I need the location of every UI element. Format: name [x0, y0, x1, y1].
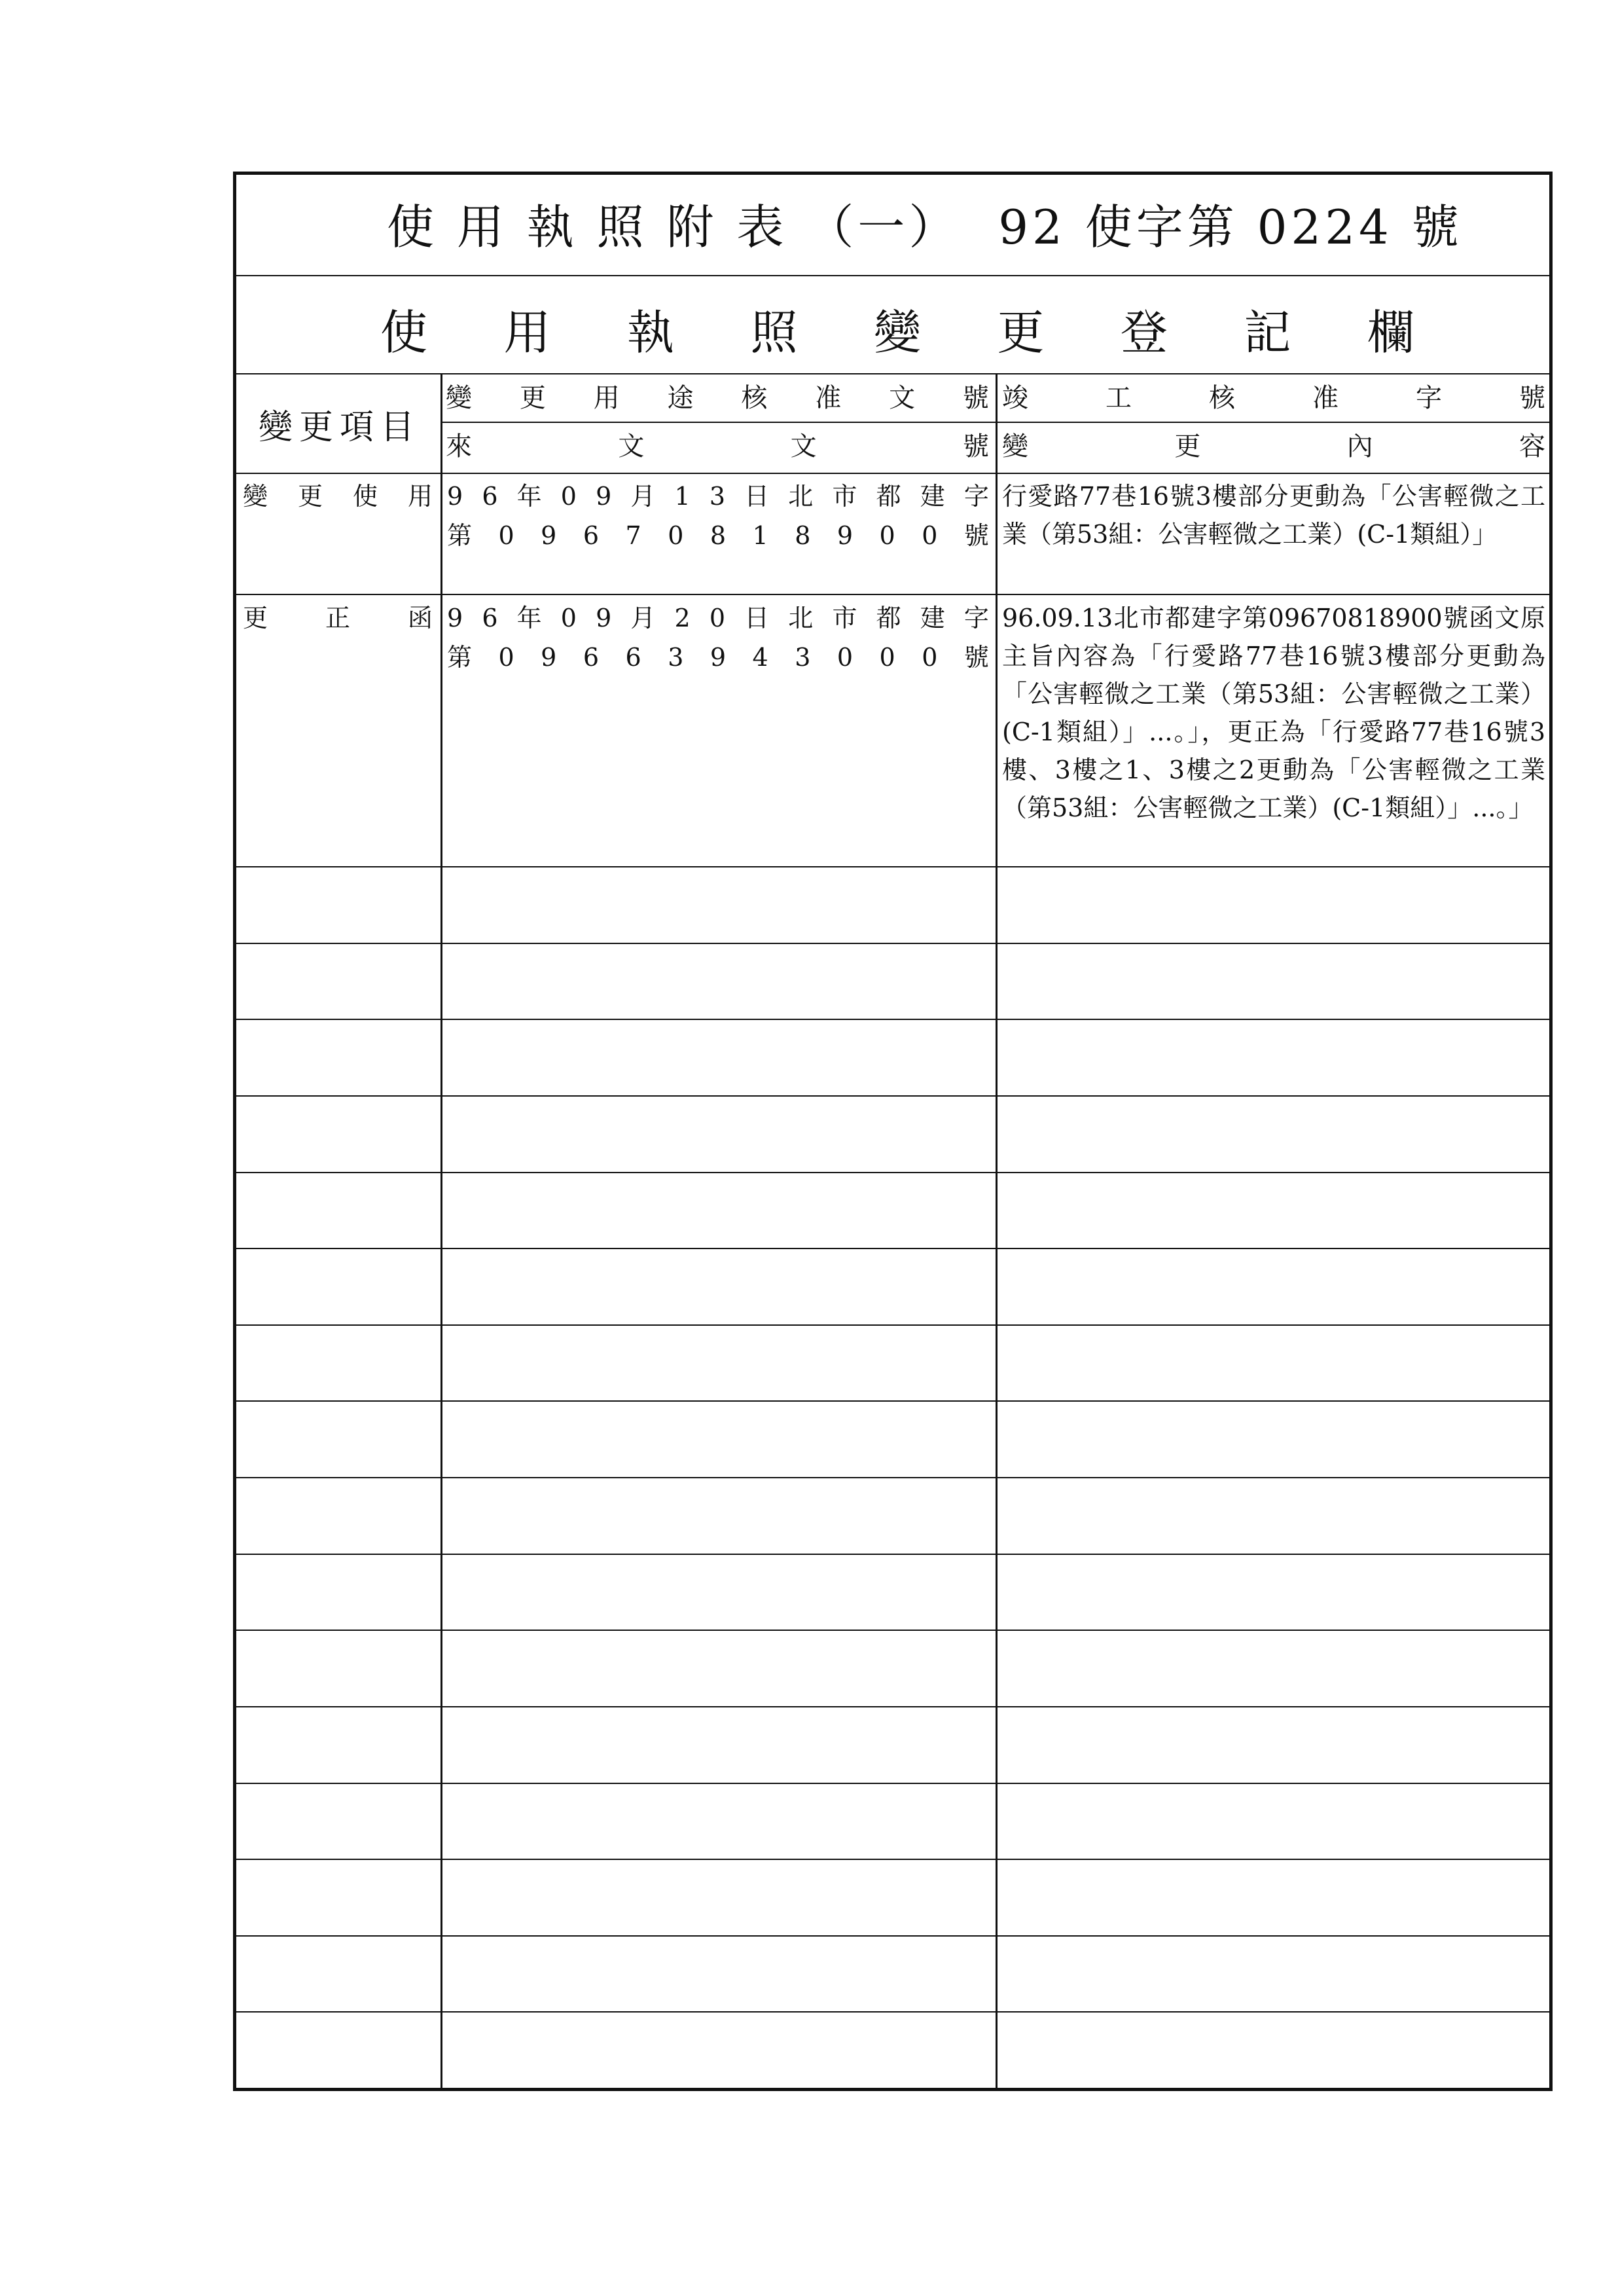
item-char: 使: [352, 482, 378, 511]
doc-char: 日: [744, 482, 770, 511]
empty-row-line: [236, 1630, 1549, 1631]
doc-char: 年: [516, 604, 542, 632]
empty-row-line: [236, 1019, 1549, 1020]
empty-row-line: [236, 1935, 1549, 1937]
header-char: 容: [1519, 431, 1545, 462]
header-char: 准: [815, 383, 842, 413]
doc-char: 市: [832, 604, 857, 632]
row-divider: [236, 866, 1549, 867]
header-approval-doc-no: [446, 379, 989, 417]
header-char: 號: [962, 431, 989, 462]
header-char: 准: [1312, 383, 1339, 413]
doc-char: 9: [596, 482, 612, 511]
doc-char: 6: [583, 643, 600, 672]
empty-row-line: [236, 1783, 1549, 1784]
subtitle-char: 更: [997, 305, 1045, 360]
row-2-doc-line-1: [447, 599, 989, 637]
subtitle-char: 執: [626, 305, 674, 360]
header-char: 更: [1174, 431, 1201, 462]
doc-char: 1: [752, 521, 768, 550]
empty-row-line: [236, 1400, 1549, 1402]
empty-row-line: [236, 1706, 1549, 1707]
empty-row-line: [236, 1248, 1549, 1249]
doc-char: 3: [668, 643, 684, 672]
row-1-doc-line-1: [447, 477, 989, 515]
header-char: 文: [618, 431, 645, 462]
subtitle-char: 欄: [1367, 305, 1414, 360]
doc-char: 9: [447, 482, 463, 511]
header-completion-approval-no: [1002, 379, 1545, 417]
header-char: 文: [790, 431, 817, 462]
doc-char: 7: [625, 521, 641, 550]
doc-char: 6: [482, 604, 498, 632]
row-1-change-item: [243, 477, 433, 515]
row-2-change-content: 96.09.13北市都建字第09670818900號函文原主旨內容為「行愛路77巷16號3樓部分更動為「公害輕微之工業（第53組：公害輕微之工業）(C-1類組）」...。」，更正為「行愛路77巷16號3樓、3樓之1、3樓之2更動為「公害輕微之工業（第53組：公害輕微之工業）(C-1類組）」...。」: [1002, 604, 1545, 822]
doc-char: 9: [541, 521, 557, 550]
doc-char: 市: [832, 482, 857, 511]
header-char: 號: [1519, 383, 1545, 413]
header-change-item: 變更項目: [258, 407, 421, 447]
empty-row-line: [236, 1859, 1549, 1860]
doc-char: 都: [876, 604, 901, 632]
item-char: 正: [325, 604, 350, 632]
header-divider: [440, 422, 1549, 423]
subtitle-char: 照: [750, 305, 798, 360]
empty-row-line: [236, 1554, 1549, 1555]
doc-char: 8: [710, 521, 727, 550]
doc-char: 0: [922, 643, 938, 672]
doc-char: 9: [447, 604, 463, 632]
subtitle-char: 使: [380, 305, 428, 360]
item-char: 更: [243, 604, 268, 632]
doc-char: 9: [541, 643, 557, 672]
doc-char: 3: [709, 482, 726, 511]
header-char: 工: [1106, 383, 1132, 413]
header-char: 號: [962, 383, 989, 413]
form-title-prefix: 使 用 執 照 附 表 （一）: [387, 200, 960, 255]
doc-char: 第: [447, 521, 473, 550]
column-divider: [440, 374, 442, 2088]
row-1-change-content: 行愛路77巷16號3樓部分更動為「公害輕微之工業（第53組：公害輕微之工業）(C-1類組）」: [1002, 482, 1545, 549]
header-bottom-border: [236, 473, 1549, 474]
doc-char: 0: [668, 521, 684, 550]
row-2-change-item: [243, 599, 433, 637]
doc-char: 6: [583, 521, 600, 550]
doc-char: 字: [963, 604, 989, 632]
header-char: 途: [667, 383, 694, 413]
empty-row-line: [236, 1324, 1549, 1326]
header-char: 變: [1002, 431, 1028, 462]
doc-char: 9: [710, 643, 727, 672]
header-char: 核: [1209, 383, 1235, 413]
header-change-content: [1002, 428, 1545, 465]
doc-char: 0: [560, 604, 577, 632]
item-char: 函: [407, 604, 433, 632]
form-title: [387, 189, 1463, 257]
doc-char: 0: [709, 604, 726, 632]
item-char: 更: [297, 482, 323, 511]
subtitle-char: 登: [1120, 305, 1168, 360]
doc-char: 號: [963, 521, 989, 550]
header-char: 字: [1416, 383, 1442, 413]
doc-char: 建: [920, 482, 945, 511]
row-1-doc-line-2: [447, 517, 989, 555]
doc-char: 第: [447, 643, 473, 672]
doc-char: 0: [922, 521, 938, 550]
license-number: 92 使字第 0224 號: [998, 200, 1463, 255]
header-char: 變: [446, 383, 472, 413]
header-char: 核: [741, 383, 768, 413]
doc-char: 4: [752, 643, 768, 672]
doc-char: 6: [625, 643, 641, 672]
column-divider: [996, 374, 998, 2088]
doc-char: 0: [879, 643, 895, 672]
doc-char: 0: [560, 482, 577, 511]
subtitle-char: 記: [1244, 305, 1291, 360]
doc-char: 北: [788, 482, 814, 511]
change-registration-form: [233, 172, 1553, 2091]
header-char: 用: [593, 383, 620, 413]
doc-char: 3: [795, 643, 811, 672]
doc-char: 0: [879, 521, 895, 550]
subtitle-char: 變: [873, 305, 921, 360]
doc-char: 6: [482, 482, 498, 511]
item-char: 用: [407, 482, 433, 511]
header-char: 竣: [1002, 383, 1028, 413]
empty-row-line: [236, 2011, 1549, 2013]
subtitle-char: 用: [503, 305, 551, 360]
empty-row-line: [236, 1095, 1549, 1097]
header-incoming-doc-no: [446, 428, 989, 465]
doc-char: 9: [836, 521, 854, 550]
doc-char: 日: [744, 604, 770, 632]
doc-char: 8: [795, 521, 811, 550]
form-subtitle-row: [236, 276, 1549, 374]
doc-char: 1: [674, 482, 691, 511]
doc-char: 0: [498, 521, 514, 550]
doc-char: 0: [498, 643, 514, 672]
header-char: 更: [519, 383, 546, 413]
empty-row-line: [236, 943, 1549, 944]
header-char: 內: [1346, 431, 1373, 462]
doc-char: 2: [674, 604, 691, 632]
doc-char: 年: [516, 482, 542, 511]
doc-char: 字: [963, 482, 989, 511]
doc-char: 建: [920, 604, 945, 632]
empty-row-line: [236, 1172, 1549, 1173]
doc-char: 9: [596, 604, 612, 632]
row-divider: [236, 594, 1549, 595]
doc-char: 0: [836, 643, 854, 672]
header-char: 文: [889, 383, 916, 413]
row-2-doc-line-2: [447, 638, 989, 676]
item-char: 變: [243, 482, 268, 511]
doc-char: 都: [876, 482, 901, 511]
doc-char: 月: [630, 482, 656, 511]
doc-char: 月: [630, 604, 656, 632]
empty-row-line: [236, 1477, 1549, 1478]
doc-char: 北: [788, 604, 814, 632]
header-char: 來: [446, 431, 472, 462]
form-subtitle: [380, 295, 1414, 363]
doc-char: 號: [963, 643, 989, 672]
form-title-row: [236, 175, 1549, 276]
